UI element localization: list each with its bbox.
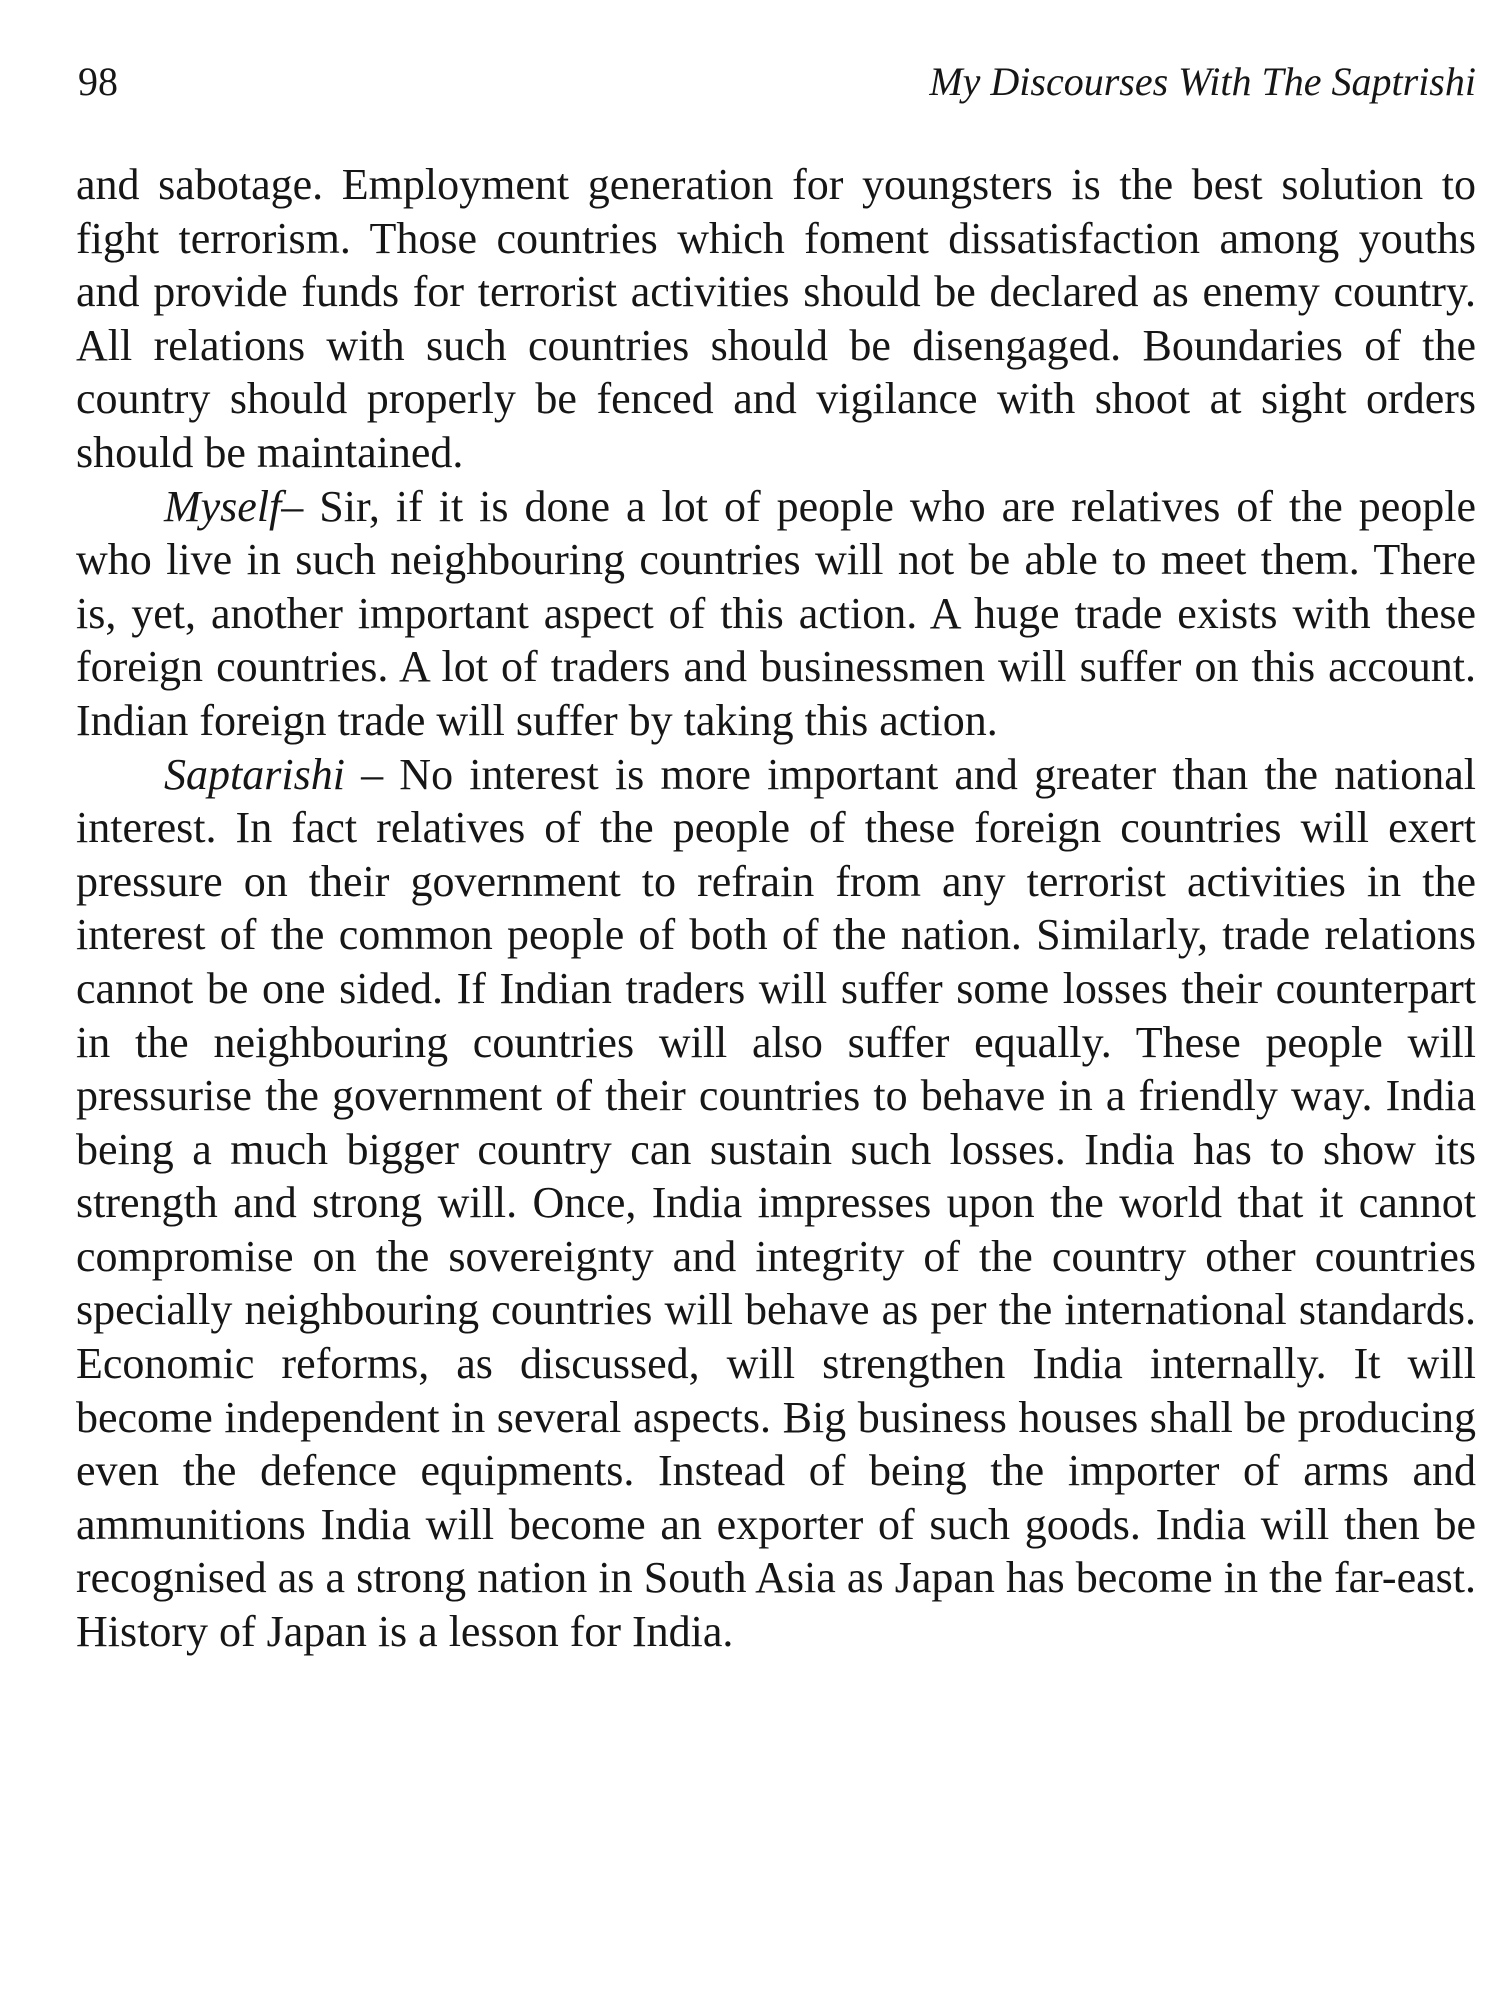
body-text xyxy=(76,158,1476,1659)
running-header xyxy=(78,58,1476,118)
paragraph-myself xyxy=(76,480,1476,748)
paragraph-text: and sabotage. Employment generation for youngsters is the best solution to fight terrorism. Those countries which foment dissatisfaction among youths and provide funds for terrorist activities should be declared as enemy country. All relations with such countries should be disengaged. Boundaries of the country should properly be fenced and vigilance with shoot at sight orders should be maintained. xyxy=(76,160,1476,477)
paragraph-saptarishi xyxy=(76,748,1476,1659)
paragraph-continuation xyxy=(76,158,1476,480)
running-title: My Discourses With The Saptrishi xyxy=(929,59,1476,104)
speaker-name: Saptarishi xyxy=(164,749,345,799)
page-number: 98 xyxy=(78,59,118,104)
speaker-name: Myself xyxy=(164,481,282,531)
paragraph-text: – Sir, if it is done a lot of people who are relatives of the people who live in such neighbouring countries will not be able to meet them. There is, yet, another important aspect of this action. A huge trade exists with these foreign countries. A lot of traders and businessmen will suffer on this account. Indian foreign trade will suffer by taking this action. xyxy=(76,481,1476,745)
paragraph-text: – No interest is more important and greater than the national interest. In fact relatives of the people of these foreign countries will exert pressure on their government to refrain from any terrorist activities in the interest of the common people of both of the nation. Similarly, trade relations cannot be one sided. If Indian traders will suffer some losses their counterpart in the neighbouring countries will also suffer equally. These people will pressurise the government of their countries to behave in a friendly way. India being a much bigger country can sustain such losses. India has to show its strength and strong will. Once, India impresses upon the world that it cannot compromise on the sovereignty and integrity of the country other countries specially neighbouring countries will behave as per the international standards. Economic reforms, as discussed, will strengthen India internally. It will become independent in several aspects. Big business houses shall be producing even the defence equipments. Instead of being the importer of arms and ammunitions India will become an exporter of such goods. India will then be recognised as a strong nation in South Asia as Japan has become in the far-east. History of Japan is a lesson for India. xyxy=(76,749,1476,1657)
